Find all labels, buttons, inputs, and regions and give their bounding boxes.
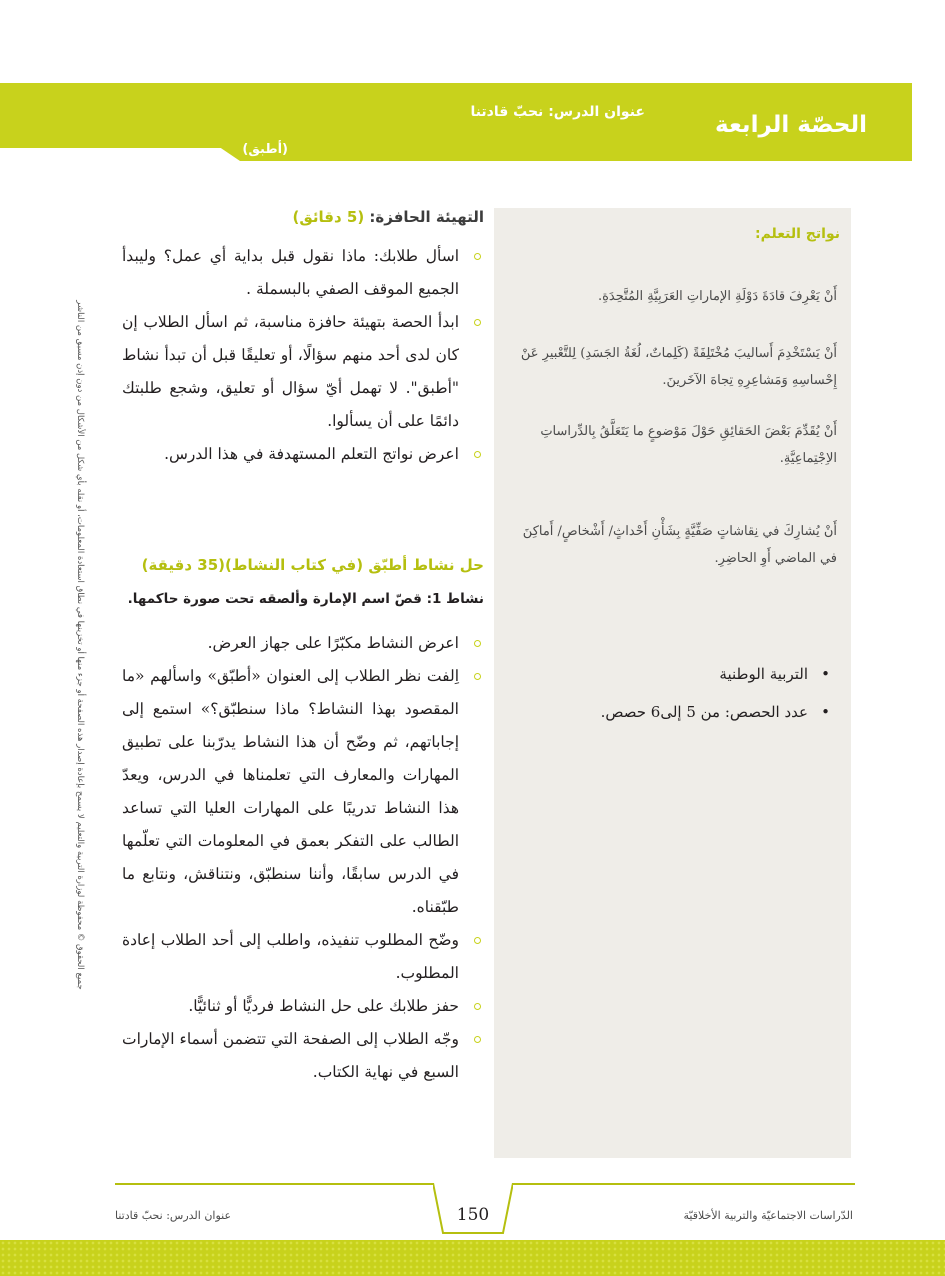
list-item: اِلفت نظر الطلاب إلى العنوان «أطبّق» واسألهم «ما المقصود بهذا النشاط؟ ماذا سنطبّق؟» استمع إلى إجاباتهم، ثم وضّح أن هذا النشاط يدرّبنا على تطبيق المهارات والمعارف التي تعلمناها في الدرس، ويعدّ هذا النشاط تدريبًا على المهارات العليا التي تساعد الطالب على التفكر بعمق في المعلومات التي تعلّمها في الدرس سابقًا، وأننا سنطبّق، ونتناقش، ونتابع ما طبّقناه. bbox=[122, 660, 484, 924]
copyright-note: جميع الحقوق © محفوظة لوزارة التربية والتعليم لا يسمح بإعادة إصدار هذه الصفحة أو جزء منها أو تخزينها في نطاق استعادة المعلومات، أو نقله بأي شكل من الأشكال من دون إذن مسبق من الناشر bbox=[75, 300, 85, 990]
panel-list-sessions: • عدد الحصص: من 5 إلى6 حصص. bbox=[601, 702, 830, 722]
outcomes-heading: نواتج التعلم: bbox=[754, 226, 840, 242]
warmup-duration: (5 دقائق) bbox=[292, 208, 365, 226]
list-item: اسأل طلابك: ماذا نقول قبل بداية أي عمل؟ وليبدأ الجميع الموقف الصفي بالبسملة . bbox=[122, 240, 484, 306]
task-title: نشاط 1: قصّ اسم الإمارة وألصقه تحت صورة حاكمها. bbox=[127, 591, 484, 607]
warmup-bullets bbox=[122, 240, 484, 471]
outcome-item: أَنْ يَعْرِفَ قادَةَ دَوْلَةِ الإماراتِ العَرَبِيَّةِ المُتَّحِدَةِ. bbox=[597, 289, 837, 304]
header-cut bbox=[0, 148, 240, 161]
list-item: اعرض نواتج التعلم المستهدفة في هذا الدرس. bbox=[122, 438, 484, 471]
outcome-item: أَنْ يَسْتَخْدِمَ أَساليبَ مُخْتَلِفَةً (كَلِماتٌ، لُغَةُ الجَسَدِ) لِلتَّعْبيرِ عَنْ إِحْساسِهِ وَمَشاعِرِهِ تِجاهَ الآخَرينَ. bbox=[520, 346, 837, 388]
list-item: ابدأ الحصة بتهيئة حافزة مناسبة، ثم اسأل الطلاب إن كان لدى أحد منهم سؤالًا، أو تعليقًا قبل أن تبدأ نشاط "أطبق". لا تهمل أيّ سؤال أو تعليق، وشجع طلبتك دائمًا على أن يسألوا. bbox=[122, 306, 484, 438]
activity-bullets bbox=[122, 627, 484, 1089]
outcome-item: أَنْ يُشارِكَ في نِقاشاتٍ صَفِّيَّةٍ بِشَأْنِ أَحْداثٍ/ أَشْخاصٍ/ أَماكِنَ في الماضي أَوِ الحاضِرِ. bbox=[522, 524, 837, 566]
warmup-heading bbox=[292, 203, 484, 231]
session-title: الحصّة الرابعة bbox=[715, 112, 867, 138]
list-item: وجّه الطلاب إلى الصفحة التي تتضمن أسماء الإمارات السبع في نهاية الكتاب. bbox=[122, 1023, 484, 1089]
bottom-decor-strip bbox=[0, 1240, 945, 1276]
list-item: اعرض النشاط مكبّرًا على جهاز العرض. bbox=[122, 627, 484, 660]
activity-heading: حل نشاط أطبّق (في كتاب النشاط)(35 دقيقة) bbox=[141, 556, 484, 574]
footer-book-title: الدّراسات الاجتماعيّة والتربية الأخلاقيّة bbox=[683, 1209, 853, 1222]
footer-lesson-title: عنوان الدرس: نحبّ قادتنا bbox=[115, 1209, 232, 1222]
panel-list bbox=[601, 664, 830, 740]
warmup-heading-label: التهيئة الحافزة: bbox=[369, 208, 484, 226]
panel-list-subject: • التربية الوطنية bbox=[601, 664, 830, 684]
outcome-item: أَنْ يُقَدِّمَ بَعْضَ الحَقائِقِ حَوْلَ مَوْضوعٍ ما يَتَعَلَّقُ بِالدِّراساتِ الاِجْتِماعِيَّةِ. bbox=[540, 424, 837, 466]
lesson-title: عنوان الدرس: نحبّ قادتنا bbox=[470, 104, 645, 120]
apply-tag: (أطبق) bbox=[242, 142, 288, 157]
page-number: 150 bbox=[456, 1205, 490, 1225]
list-item: وضّح المطلوب تنفيذه، واطلب إلى أحد الطلاب إعادة المطلوب. bbox=[122, 924, 484, 990]
list-item: حفز طلابك على حل النشاط فرديًّا أو ثنائيًّا. bbox=[122, 990, 484, 1023]
